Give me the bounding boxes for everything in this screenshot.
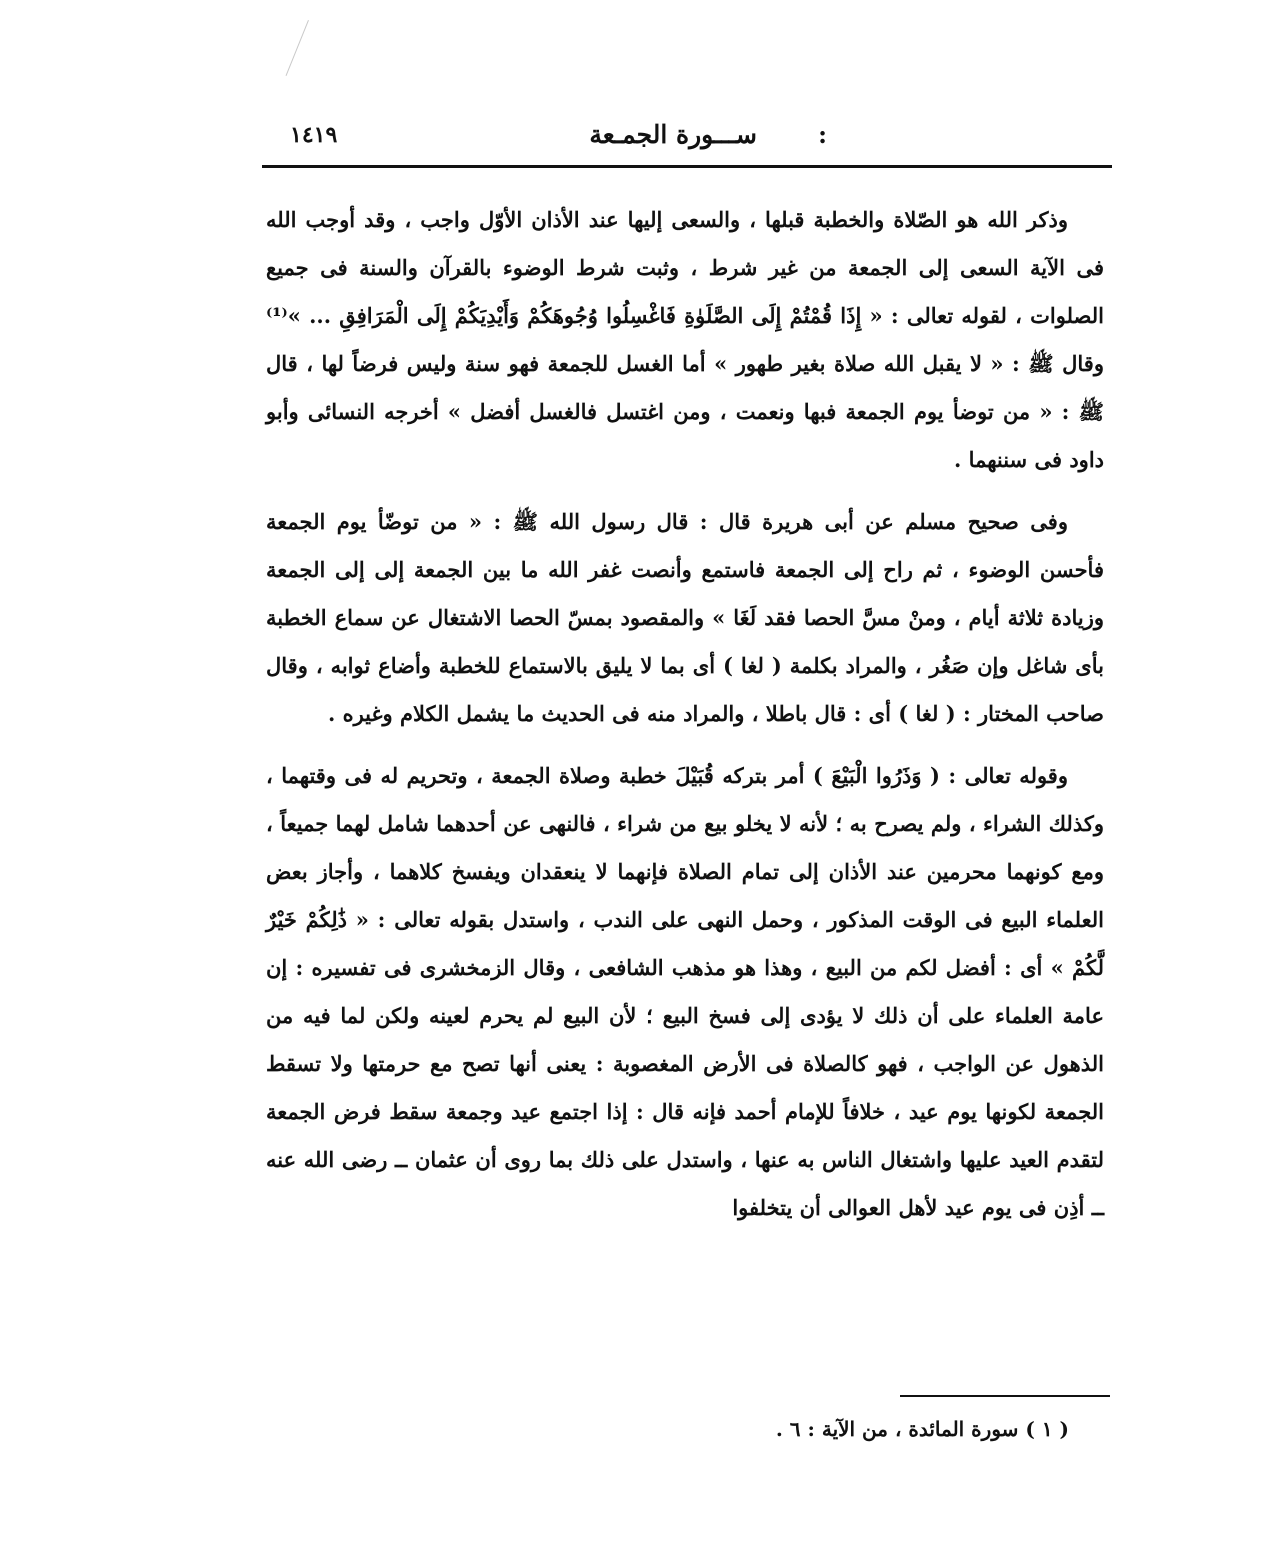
page-header xyxy=(262,118,1112,162)
surah-title: ســـورة الجمـعة xyxy=(589,120,757,149)
header-separator: : xyxy=(818,120,827,149)
footnote: ( ١ ) سورة المائدة ، من الآية : ٦ . xyxy=(775,1417,1069,1441)
paragraph-2: وفى صحيح مسلم عن أبى هريرة قال : قال رسول الله ﷺ : « من توضّأ يوم الجمعة فأحسن الوضوء ، ثم راح إلى الجمعة فاستمع وأنصت غفر الله ما بين الجمعة إلى إلى الجمعة وزيادة ثلاثة أيام ، ومنْ مسَّ الحصا فقد لَغَا » والمقصود بمسّ الحصا الاشتغال عن سماع الخطبة بأى شاغل وإن صَغُر ، والمراد بكلمة ( لغا ) أى بما لا يليق بالاستماع للخطبة وأضاع ثوابه ، وقال صاحب المختار : ( لغا ) أى : قال باطلا ، والمراد منه فى الحديث ما يشمل الكلام وغيره . xyxy=(266,509,1104,726)
page-number: ١٤١٩ xyxy=(290,122,338,148)
paragraph-3: وقوله تعالى : ( وَذَرُوا الْبَيْعَ ) أمر بتركه قُبَيْلَ خطبة وصلاة الجمعة ، وتحريم له فى وقتهما ، وكذلك الشراء ، ولم يصرح به ؛ لأنه لا يخلو بيع من شراء ، فالنهى عن أحدهما شامل لهما جميعاً ، ومع كونهما محرمين عند الأذان إلى تمام الصلاة فإنهما لا ينعقدان ويفسخ كلاهما ، وأجاز بعض العلماء البيع فى الوقت المذكور ، وحمل النهى على الندب ، واستدل بقوله تعالى : « ذَٰلِكُمْ خَيْرٌ لَّكُمْ » أى : أفضل لكم من البيع ، وهذا هو مذهب الشافعى ، وقال الزمخشرى فى تفسيره : إن عامة العلماء على أن ذلك لا يؤدى إلى فسخ البيع ؛ لأن البيع لم يحرم لعينه ولكن لما فيه من الذهول عن الواجب ، فهو كالصلاة فى الأرض المغصوبة : يعنى أنها تصح مع حرمتها ولا تسقط الجمعة لكونها يوم عيد ، خلافاً للإمام أحمد فإنه قال : إذا اجتمع عيد وجمعة سقط فرض الجمعة لتقدم العيد عليها واشتغال الناس به عنها ، واستدل على ذلك بما روى أن عثمان ــ رضى الله عنه ــ أذِن فى يوم عيد لأهل العوالى أن يتخلفوا xyxy=(266,763,1104,1220)
header-divider xyxy=(262,165,1112,168)
paragraph-1: وذكر الله هو الصّلاة والخطبة قبلها ، والسعى إليها عند الأذان الأوّل واجب ، وقد أوجب الله فى الآية السعى إلى الجمعة من غير شرط ، وثبت شرط الوضوء بالقرآن والسنة فى جميع الصلوات ، لقوله تعالى : « إِذَا قُمْتُمْ إِلَى الصَّلَوٰةِ فَاغْسِلُوا وُجُوهَكُمْ وَأَيْدِيَكُمْ إِلَى الْمَرَافِقِ ... »⁽¹⁾ وقال ﷺ : « لا يقبل الله صلاة بغير طهور » أما الغسل للجمعة فهو سنة وليس فرضاً لها ، قال ﷺ : « من توضأ يوم الجمعة فبها ونعمت ، ومن اغتسل فالغسل أفضل » أخرجه النسائى وأبو داود فى سننهما . xyxy=(266,207,1104,472)
main-text xyxy=(266,196,1104,1232)
footnote-divider xyxy=(900,1395,1110,1397)
scan-mark xyxy=(286,20,337,87)
